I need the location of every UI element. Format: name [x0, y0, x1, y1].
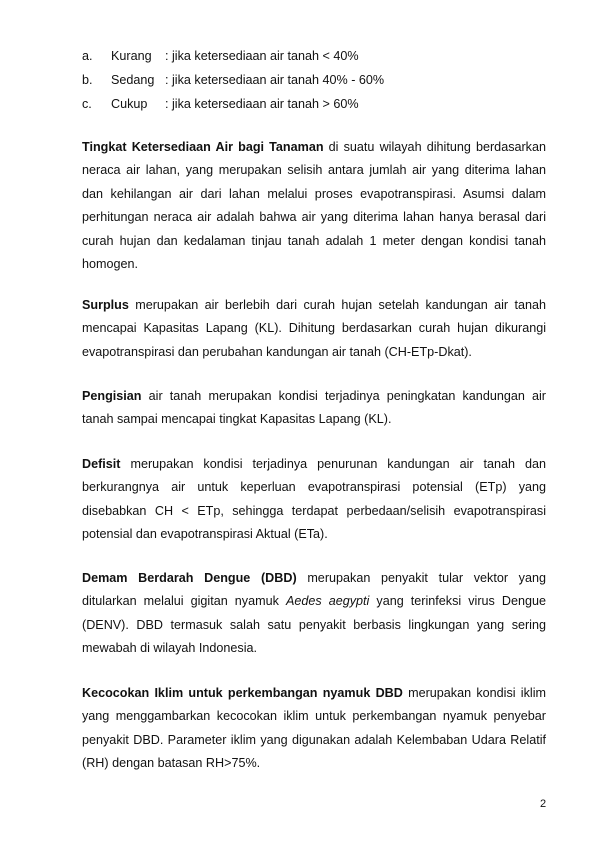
list-description: : jika ketersediaan air tanah 40% - 60% [165, 73, 385, 87]
list-term: Cukup [111, 97, 148, 111]
list-marker: a. [82, 49, 93, 63]
paragraph-term: Tingkat Ketersediaan Air bagi Tanaman [82, 140, 324, 154]
paragraph-pengisian [82, 385, 546, 432]
list-term: Sedang [111, 73, 155, 87]
paragraph-text: merupakan kondisi terjadinya penurunan kandungan air tanah dan berkurangnya air untuk keperluan evapotranspirasi potensial (ETp) yang disebabkan CH < ETp, sehingga terdapat perbedaan/selisih evapotranspirasi potensial dan evapotranspirasi Aktual (ETa). [82, 457, 546, 542]
list-marker: c. [82, 97, 92, 111]
paragraph-text: di suatu wilayah dihitung berdasarkan neraca air lahan, yang merupakan selisih antara jumlah air yang diterima lahan dan kehilangan air dari lahan melalui proses evapotranspirasi. Asumsi dalam perhitungan neraca air adalah bahwa air yang diterima lahan hanya berasal dari curah hujan dan kedalaman tinjau tanah adalah 1 meter dengan kondisi tanah homogen. [82, 140, 546, 272]
paragraph-text: merupakan air berlebih dari curah hujan setelah kandungan air tanah mencapai Kapasitas Lapang (KL). Dihitung berdasarkan curah hujan dikurangi evapotranspirasi dan perubahan kandungan air tanah (CH-ETp-Dkat). [82, 298, 546, 359]
list-item [82, 68, 552, 92]
list-item [82, 44, 552, 68]
paragraph-term: Pengisian [82, 389, 142, 403]
paragraph-kecocokan-iklim [82, 682, 546, 776]
paragraph-defisit [82, 453, 546, 547]
availability-category-list [82, 44, 552, 116]
list-description: : jika ketersediaan air tanah < 40% [165, 49, 359, 63]
paragraph-surplus [82, 294, 546, 364]
list-term: Kurang [111, 49, 152, 63]
list-marker: b. [82, 73, 93, 87]
paragraph-dbd [82, 567, 546, 661]
species-name: Aedes aegypti [285, 594, 370, 609]
paragraph-term: Kecocokan Iklim untuk perkembangan nyamuk DBD [82, 686, 403, 700]
page-number: 2 [540, 798, 547, 810]
paragraph-term: Surplus [82, 298, 129, 312]
list-description: : jika ketersediaan air tanah > 60% [165, 97, 359, 111]
paragraph-term: Defisit [82, 457, 121, 471]
paragraph-text: merupakan kondisi iklim yang menggambarkan kecocokan iklim untuk perkembangan nyamuk penyebar penyakit DBD. Parameter iklim yang digunakan adalah Kelembaban Udara Relatif (RH) dengan batasan RH>75%. [82, 686, 546, 771]
paragraph-text: air tanah merupakan kondisi terjadinya peningkatan kandungan air tanah sampai mencapai tingkat Kapasitas Lapang (KL). [82, 389, 546, 427]
paragraph-text: yang terinfeksi virus Dengue (DENV). DBD termasuk salah satu penyakit berbasis lingkungan yang sering mewabah di wilayah Indonesia. [82, 594, 546, 656]
paragraph-text: merupakan penyakit tular vektor yang ditularkan melalui gigitan nyamuk [82, 571, 546, 609]
list-item [82, 92, 552, 116]
paragraph-tingkat-ketersediaan [82, 136, 546, 276]
paragraph-term: Demam Berdarah Dengue (DBD) [82, 571, 297, 585]
